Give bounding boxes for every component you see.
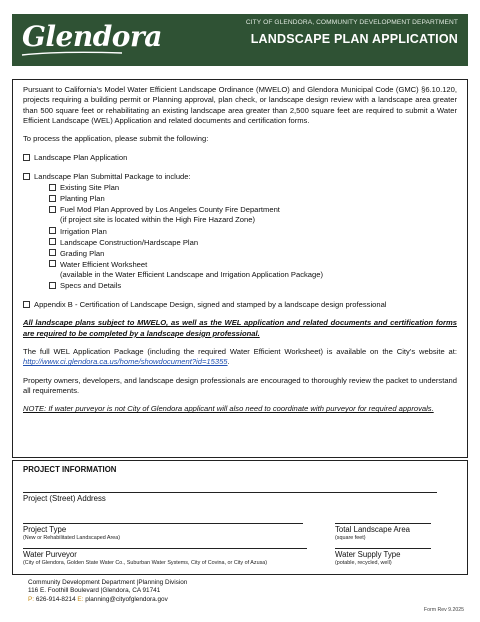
water-supply-type-hint: (potable, recycled, well) <box>335 560 392 566</box>
checkbox-icon[interactable] <box>23 301 30 308</box>
logo-swash-icon <box>20 50 124 58</box>
purveyor-note: NOTE: If water purveyor is not City of Glendora applicant will also need to coordinate with purveyor for required approvals. <box>23 404 434 414</box>
checklist-subitem[interactable]: Fuel Mod Plan Approved by Los Angeles County Fire Department <box>23 204 457 215</box>
department-name: CITY OF GLENDORA, COMMUNITY DEVELOPMENT DEPARTMENT <box>245 19 458 26</box>
checkbox-icon[interactable] <box>49 227 56 234</box>
glendora-logo: Glendora <box>22 20 162 53</box>
footer-address: 116 E. Foothill Boulevard |Glendora, CA 91741 <box>28 587 161 595</box>
total-landscape-area-label: Total Landscape Area <box>335 525 410 534</box>
checkbox-icon[interactable] <box>49 282 56 289</box>
worksheet-note: (available in the Water Efficient Landscape and Irrigation Application Package) <box>60 269 323 279</box>
footer-phone: 626-914-8214 <box>35 595 76 603</box>
project-type-label: Project Type <box>23 525 67 534</box>
footer-department: Community Development Department |Planning Division <box>28 579 188 586</box>
checkbox-icon[interactable] <box>49 206 56 213</box>
total-landscape-area-hint: (square feet) <box>335 535 366 541</box>
checklist-subitem[interactable]: Planting Plan <box>23 193 457 204</box>
review-encouragement-text: Property owners, developers, and landscape design professionals are encouraged to thoroughly review the packet to understand all requirements. <box>23 375 457 395</box>
checkbox-icon[interactable] <box>49 195 56 202</box>
professional-requirement-notice: All landscape plans subject to MWELO, as well as the WEL application and related documents and certification forms are required to be completed by a landscape design professional. <box>23 318 457 338</box>
checkbox-icon[interactable] <box>49 260 56 267</box>
checklist-item-application[interactable]: Landscape Plan Application <box>23 152 457 163</box>
form-revision: Form Rev 9.2025 <box>423 607 464 613</box>
footer-email[interactable]: planning@cityofglendora.gov <box>85 595 168 603</box>
wel-package-link[interactable]: http://www.ci.glendora.ca.us/home/showdocument?id=15355 <box>23 357 228 367</box>
checkbox-icon[interactable] <box>49 184 56 191</box>
checklist-item-appendix-b[interactable]: Appendix B - Certification of Landscape Design, signed and stamped by a landscape design professional <box>23 299 457 310</box>
project-type-field[interactable] <box>23 523 303 524</box>
checkbox-icon[interactable] <box>49 238 56 245</box>
page-title: LANDSCAPE PLAN APPLICATION <box>250 32 458 46</box>
checklist-subitem[interactable]: Existing Site Plan <box>23 182 457 193</box>
section-title: PROJECT INFORMATION <box>23 465 117 474</box>
contact-footer <box>28 579 187 604</box>
checklist-item-submittal-package[interactable]: Landscape Plan Submittal Package to include: <box>23 171 457 182</box>
project-type-hint: (New or Rehabilitated Landscaped Area) <box>23 535 121 541</box>
phone-prefix: P: <box>28 595 35 603</box>
footer-contact <box>28 596 187 604</box>
project-address-field[interactable] <box>23 492 437 493</box>
water-purveyor-label: Water Purveyor <box>23 550 77 559</box>
checklist-subitem[interactable]: Irrigation Plan <box>23 226 457 237</box>
water-purveyor-field[interactable] <box>23 548 307 549</box>
checkbox-icon[interactable] <box>49 249 56 256</box>
water-supply-type-label: Water Supply Type <box>335 550 401 559</box>
checklist-subitem[interactable]: Grading Plan <box>23 248 457 259</box>
total-landscape-area-field[interactable] <box>335 523 431 524</box>
fuel-mod-note: (if project site is located within the High Fire Hazard Zone) <box>60 215 255 225</box>
checkbox-icon[interactable] <box>23 154 30 161</box>
header-banner <box>12 14 468 66</box>
checklist-subitem[interactable]: Water Efficient Worksheet <box>23 259 457 270</box>
application-instructions <box>12 79 468 458</box>
project-information-section <box>12 460 468 575</box>
water-purveyor-hint: (City of Glendora, Golden State Water Co., Suburban Water Systems, City of Covina, or City of Azusa) <box>23 560 268 566</box>
checklist-subitem[interactable]: Landscape Construction/Hardscape Plan <box>23 237 457 248</box>
instruction-text: To process the application, please submit the following: <box>23 134 209 144</box>
intro-paragraph: Pursuant to California’s Model Water Efficient Landscape Ordinance (MWELO) and Glendora Municipal Code (GMC) §6.10.120, projects requiring a building permit or Planning approval, plan check, or landscape design review with a landscape area greater than 500 square feet or rehabilitating an existing landscape area greater than 2,500 square feet are required to submit a Water Efficient Landscape (WEL) Application and related documents and certification forms. <box>23 85 457 125</box>
checkbox-icon[interactable] <box>23 173 30 180</box>
water-supply-type-field[interactable] <box>335 548 431 549</box>
checklist-subitem[interactable]: Specs and Details <box>23 280 457 291</box>
wel-package-text: The full WEL Application Package (including the required Water Efficient Worksheet) is available on the City’s website at: http://www.ci.glendora.ca.us/home/showdocument?id=15355. <box>23 347 457 367</box>
email-prefix: E: <box>77 595 84 603</box>
project-address-label: Project (Street) Address <box>23 494 106 503</box>
